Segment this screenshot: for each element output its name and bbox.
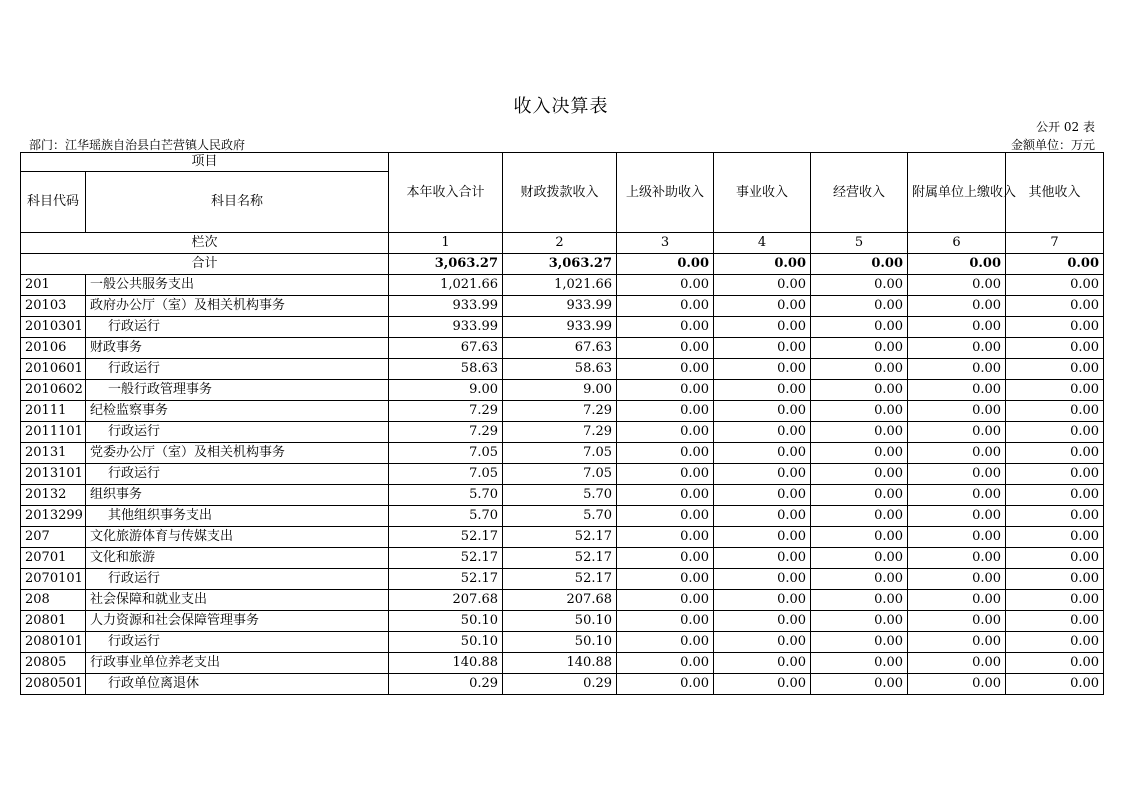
subject-code: 20103	[21, 296, 86, 317]
amount-cell: 0.00	[714, 653, 811, 674]
amount-cell: 50.10	[503, 611, 617, 632]
subject-code: 20131	[21, 443, 86, 464]
header-col-3: 上级补助收入	[617, 153, 714, 233]
amount-cell: 933.99	[503, 296, 617, 317]
amount-cell: 0.00	[714, 296, 811, 317]
rank-number: 2	[503, 233, 617, 254]
subject-name: 行政运行	[86, 317, 389, 338]
amount-cell: 0.00	[811, 296, 908, 317]
table-row	[21, 527, 1104, 548]
rank-number: 1	[389, 233, 503, 254]
rank-number: 5	[811, 233, 908, 254]
amount-cell: 50.10	[389, 632, 503, 653]
amount-cell: 0.00	[1006, 380, 1104, 401]
amount-cell: 0.00	[1006, 590, 1104, 611]
header-col-4: 事业收入	[714, 153, 811, 233]
table-row	[21, 569, 1104, 590]
amount-cell: 0.00	[714, 359, 811, 380]
amount-cell: 0.00	[714, 464, 811, 485]
subject-name: 行政运行	[86, 464, 389, 485]
table-row	[21, 674, 1104, 695]
amount-cell: 0.00	[811, 506, 908, 527]
subject-code: 2010301	[21, 317, 86, 338]
amount-cell: 0.00	[714, 275, 811, 296]
total-value: 0.00	[714, 254, 811, 275]
amount-cell: 0.00	[617, 632, 714, 653]
amount-cell: 0.00	[1006, 401, 1104, 422]
amount-cell: 0.00	[1006, 296, 1104, 317]
total-row	[21, 254, 1104, 275]
department-label: 部门：江华瑶族自治县白芒营镇人民政府	[29, 138, 246, 152]
table-body	[21, 275, 1104, 695]
rank-number: 7	[1006, 233, 1104, 254]
amount-cell: 0.00	[1006, 611, 1104, 632]
amount-cell: 207.68	[503, 590, 617, 611]
amount-cell: 0.00	[714, 317, 811, 338]
amount-cell: 0.00	[811, 569, 908, 590]
header-col-2: 财政拨款收入	[503, 153, 617, 233]
amount-cell: 0.00	[714, 611, 811, 632]
subject-code: 20111	[21, 401, 86, 422]
form-number: 公开 02 表	[1036, 120, 1095, 134]
total-value: 0.00	[1006, 254, 1104, 275]
amount-cell: 5.70	[503, 485, 617, 506]
amount-cell: 1,021.66	[389, 275, 503, 296]
amount-cell: 0.00	[617, 653, 714, 674]
subject-name: 组织事务	[86, 485, 389, 506]
amount-cell: 0.00	[811, 464, 908, 485]
subject-name: 行政单位离退休	[86, 674, 389, 695]
amount-cell: 7.05	[389, 443, 503, 464]
amount-cell: 0.00	[1006, 653, 1104, 674]
subject-code: 208	[21, 590, 86, 611]
table-row	[21, 590, 1104, 611]
total-label: 合计	[21, 254, 389, 275]
amount-cell: 933.99	[503, 317, 617, 338]
table-row	[21, 485, 1104, 506]
amount-cell: 50.10	[503, 632, 617, 653]
total-value: 3,063.27	[503, 254, 617, 275]
amount-cell: 52.17	[503, 569, 617, 590]
amount-cell: 52.17	[503, 548, 617, 569]
amount-cell: 0.00	[714, 590, 811, 611]
subject-code: 20801	[21, 611, 86, 632]
table-row	[21, 296, 1104, 317]
amount-cell: 52.17	[389, 527, 503, 548]
subject-code: 207	[21, 527, 86, 548]
subject-code: 20106	[21, 338, 86, 359]
subject-code: 2080101	[21, 632, 86, 653]
table-row	[21, 611, 1104, 632]
subject-name: 人力资源和社会保障管理事务	[86, 611, 389, 632]
table-row	[21, 359, 1104, 380]
amount-cell: 0.00	[1006, 632, 1104, 653]
amount-cell: 0.00	[811, 548, 908, 569]
subject-code: 2070101	[21, 569, 86, 590]
amount-cell: 0.00	[908, 548, 1006, 569]
unit-label: 金额单位：万元	[1010, 138, 1095, 152]
amount-cell: 0.00	[617, 548, 714, 569]
subject-name: 政府办公厅（室）及相关机构事务	[86, 296, 389, 317]
header-col-6: 附属单位上缴收入	[908, 153, 1006, 233]
amount-cell: 0.00	[811, 590, 908, 611]
header-name: 科目名称	[86, 172, 389, 233]
table-row	[21, 317, 1104, 338]
amount-cell: 0.00	[714, 506, 811, 527]
amount-cell: 0.00	[714, 338, 811, 359]
amount-cell: 52.17	[389, 569, 503, 590]
amount-cell: 0.00	[714, 380, 811, 401]
subject-name: 纪检监察事务	[86, 401, 389, 422]
amount-cell: 0.00	[908, 653, 1006, 674]
amount-cell: 0.00	[811, 443, 908, 464]
amount-cell: 0.00	[714, 422, 811, 443]
amount-cell: 0.00	[811, 338, 908, 359]
rank-label: 栏次	[21, 233, 389, 254]
amount-cell: 0.00	[908, 317, 1006, 338]
subject-name: 行政运行	[86, 632, 389, 653]
table-row	[21, 653, 1104, 674]
header-code: 科目代码	[21, 172, 86, 233]
amount-cell: 5.70	[503, 506, 617, 527]
amount-cell: 933.99	[389, 296, 503, 317]
amount-cell: 0.00	[1006, 506, 1104, 527]
amount-cell: 67.63	[503, 338, 617, 359]
header-col-1: 本年收入合计	[389, 153, 503, 233]
table-row	[21, 338, 1104, 359]
amount-cell: 0.00	[908, 611, 1006, 632]
amount-cell: 0.00	[617, 611, 714, 632]
amount-cell: 0.00	[908, 401, 1006, 422]
amount-cell: 0.29	[389, 674, 503, 695]
amount-cell: 0.00	[811, 674, 908, 695]
amount-cell: 0.00	[1006, 527, 1104, 548]
amount-cell: 0.00	[908, 674, 1006, 695]
amount-cell: 7.05	[389, 464, 503, 485]
table-row	[21, 401, 1104, 422]
amount-cell: 0.00	[811, 611, 908, 632]
subject-name: 一般行政管理事务	[86, 380, 389, 401]
amount-cell: 0.00	[811, 275, 908, 296]
amount-cell: 0.00	[908, 464, 1006, 485]
amount-cell: 207.68	[389, 590, 503, 611]
amount-cell: 0.00	[714, 527, 811, 548]
amount-cell: 0.00	[617, 485, 714, 506]
amount-cell: 7.29	[389, 422, 503, 443]
amount-cell: 52.17	[389, 548, 503, 569]
amount-cell: 0.00	[617, 317, 714, 338]
amount-cell: 0.00	[908, 485, 1006, 506]
amount-cell: 0.00	[617, 464, 714, 485]
amount-cell: 0.00	[617, 590, 714, 611]
amount-cell: 0.00	[1006, 443, 1104, 464]
subject-name: 文化旅游体育与传媒支出	[86, 527, 389, 548]
subject-code: 20805	[21, 653, 86, 674]
rank-number: 4	[714, 233, 811, 254]
amount-cell: 0.00	[617, 380, 714, 401]
amount-cell: 7.29	[503, 422, 617, 443]
amount-cell: 0.00	[1006, 485, 1104, 506]
subject-name: 一般公共服务支出	[86, 275, 389, 296]
amount-cell: 7.29	[389, 401, 503, 422]
amount-cell: 0.00	[714, 548, 811, 569]
amount-cell: 0.00	[811, 485, 908, 506]
amount-cell: 0.00	[1006, 674, 1104, 695]
amount-cell: 0.00	[1006, 275, 1104, 296]
amount-cell: 58.63	[389, 359, 503, 380]
amount-cell: 0.00	[1006, 359, 1104, 380]
amount-cell: 0.00	[908, 569, 1006, 590]
amount-cell: 0.00	[908, 443, 1006, 464]
amount-cell: 140.88	[389, 653, 503, 674]
amount-cell: 0.00	[617, 443, 714, 464]
amount-cell: 0.00	[908, 380, 1006, 401]
amount-cell: 933.99	[389, 317, 503, 338]
subject-name: 行政运行	[86, 359, 389, 380]
amount-cell: 0.00	[811, 401, 908, 422]
amount-cell: 1,021.66	[503, 275, 617, 296]
amount-cell: 0.00	[617, 506, 714, 527]
amount-cell: 0.00	[1006, 464, 1104, 485]
amount-cell: 52.17	[503, 527, 617, 548]
amount-cell: 0.00	[617, 401, 714, 422]
subject-name: 其他组织事务支出	[86, 506, 389, 527]
page-title: 收入决算表	[513, 96, 609, 117]
amount-cell: 0.00	[714, 401, 811, 422]
amount-cell: 0.00	[1006, 548, 1104, 569]
header-project: 项目	[21, 153, 389, 172]
subject-code: 2010602	[21, 380, 86, 401]
amount-cell: 0.00	[811, 317, 908, 338]
amount-cell: 0.00	[1006, 317, 1104, 338]
table-row	[21, 422, 1104, 443]
amount-cell: 0.00	[908, 359, 1006, 380]
amount-cell: 0.00	[811, 359, 908, 380]
subject-name: 文化和旅游	[86, 548, 389, 569]
subject-name: 社会保障和就业支出	[86, 590, 389, 611]
amount-cell: 0.00	[617, 422, 714, 443]
amount-cell: 0.00	[811, 653, 908, 674]
amount-cell: 0.00	[617, 296, 714, 317]
amount-cell: 9.00	[503, 380, 617, 401]
rank-number: 6	[908, 233, 1006, 254]
amount-cell: 0.00	[617, 275, 714, 296]
subject-code: 2013101	[21, 464, 86, 485]
subject-code: 2010601	[21, 359, 86, 380]
table-row	[21, 275, 1104, 296]
amount-cell: 67.63	[389, 338, 503, 359]
amount-cell: 7.05	[503, 464, 617, 485]
subject-name: 党委办公厅（室）及相关机构事务	[86, 443, 389, 464]
amount-cell: 0.00	[1006, 338, 1104, 359]
amount-cell: 0.00	[714, 443, 811, 464]
amount-cell: 0.00	[811, 527, 908, 548]
table-row	[21, 548, 1104, 569]
amount-cell: 0.00	[1006, 422, 1104, 443]
subject-code: 2080501	[21, 674, 86, 695]
subject-code: 2013299	[21, 506, 86, 527]
amount-cell: 5.70	[389, 506, 503, 527]
amount-cell: 0.00	[617, 359, 714, 380]
amount-cell: 9.00	[389, 380, 503, 401]
header-col-7: 其他收入	[1006, 153, 1104, 233]
amount-cell: 0.00	[908, 296, 1006, 317]
subject-code: 20701	[21, 548, 86, 569]
amount-cell: 0.00	[714, 485, 811, 506]
amount-cell: 0.00	[908, 506, 1006, 527]
amount-cell: 7.05	[503, 443, 617, 464]
amount-cell: 0.00	[908, 590, 1006, 611]
income-table	[20, 152, 1104, 695]
rank-number: 3	[617, 233, 714, 254]
total-value: 0.00	[617, 254, 714, 275]
amount-cell: 0.00	[811, 632, 908, 653]
amount-cell: 0.00	[617, 569, 714, 590]
amount-cell: 0.00	[714, 632, 811, 653]
subject-code: 201	[21, 275, 86, 296]
table-row	[21, 464, 1104, 485]
subject-name: 行政运行	[86, 422, 389, 443]
amount-cell: 0.00	[617, 338, 714, 359]
amount-cell: 5.70	[389, 485, 503, 506]
amount-cell: 0.00	[1006, 569, 1104, 590]
table-row	[21, 506, 1104, 527]
amount-cell: 0.00	[617, 674, 714, 695]
total-value: 3,063.27	[389, 254, 503, 275]
amount-cell: 0.00	[714, 674, 811, 695]
table-row	[21, 443, 1104, 464]
amount-cell: 58.63	[503, 359, 617, 380]
subject-code: 2011101	[21, 422, 86, 443]
subject-code: 20132	[21, 485, 86, 506]
amount-cell: 0.00	[811, 422, 908, 443]
amount-cell: 50.10	[389, 611, 503, 632]
subject-name: 行政运行	[86, 569, 389, 590]
amount-cell: 0.00	[714, 569, 811, 590]
amount-cell: 140.88	[503, 653, 617, 674]
amount-cell: 0.00	[617, 527, 714, 548]
amount-cell: 0.00	[908, 422, 1006, 443]
amount-cell: 0.00	[811, 380, 908, 401]
total-value: 0.00	[908, 254, 1006, 275]
amount-cell: 0.29	[503, 674, 617, 695]
amount-cell: 0.00	[908, 527, 1006, 548]
table-row	[21, 380, 1104, 401]
total-value: 0.00	[811, 254, 908, 275]
amount-cell: 0.00	[908, 632, 1006, 653]
amount-cell: 0.00	[908, 338, 1006, 359]
header-col-5: 经营收入	[811, 153, 908, 233]
table-row	[21, 632, 1104, 653]
amount-cell: 7.29	[503, 401, 617, 422]
subject-name: 财政事务	[86, 338, 389, 359]
subject-name: 行政事业单位养老支出	[86, 653, 389, 674]
amount-cell: 0.00	[908, 275, 1006, 296]
